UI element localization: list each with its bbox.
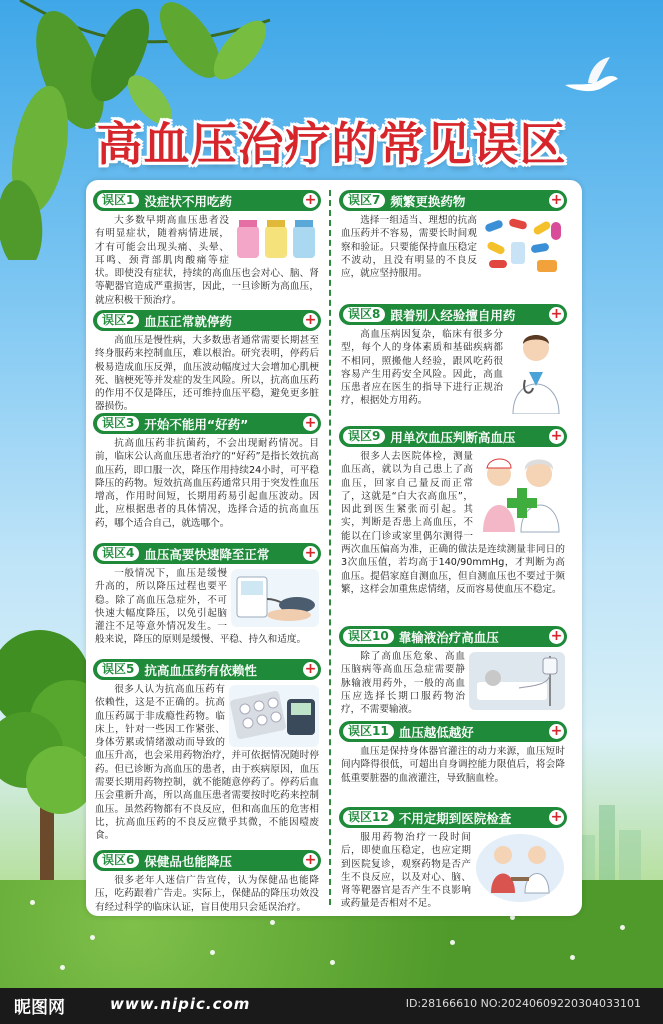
myth-text: 一般情况下，血压是缓慢升高的，所以降压过程也要平稳。除了高血压急症外，不可快速大幅度降压，以免引起脑灌注不足等意外情况发生。一般来说，降压的原则是缓慢、平稳、持久和适度。: [95, 567, 319, 647]
myth-heading: 没症状不用吃药: [144, 193, 232, 209]
plus-icon: +: [304, 192, 317, 208]
myth-card-9: [339, 426, 567, 596]
myth-tag: 误区1: [97, 193, 139, 208]
myth-card-3: [93, 413, 321, 530]
myth-card-10: [339, 626, 567, 716]
plus-icon: +: [550, 306, 563, 322]
doctor-icon: [507, 330, 565, 414]
myth-heading: 频繁更换药物: [390, 193, 466, 209]
myth-tag: 误区2: [97, 313, 139, 328]
doctor-consult-icon: [475, 833, 565, 903]
myth-heading: 靠输液治疗高血压: [398, 629, 499, 645]
myth-card-5: [93, 659, 321, 843]
myth-card-7: [339, 190, 567, 280]
myth-tag: 误区12: [343, 810, 394, 825]
plus-icon: +: [304, 415, 317, 431]
myth-heading: 抗高血压药有依赖性: [144, 662, 257, 678]
myth-tag: 误区7: [343, 193, 385, 208]
plus-icon: +: [550, 628, 563, 644]
myth-tag: 误区10: [343, 629, 394, 644]
myth-text: 高血压是慢性病，大多数患者通常需要长期甚至终身服药来控制血压，难以根治。研究表明，停药后极易造成血压反弹，血压波动幅度过大会增加心肌梗死、脑梗死等并发症的发生风险。所以，抗高血压药的作用不仅是降压，还可维持血压平稳，避免更多脏器损伤。: [95, 335, 319, 413]
myth-heading: 血压正常就停药: [144, 313, 232, 329]
myth-header: [339, 626, 567, 647]
myth-heading: 保健品也能降压: [144, 853, 232, 869]
plus-icon: +: [304, 545, 317, 561]
image-id: ID:28166610 NO:20240609220304033101: [405, 997, 641, 1010]
myth-header: [93, 413, 321, 434]
myth-heading: 开始不能用“好药”: [144, 416, 249, 432]
myth-card-12: [339, 807, 567, 911]
myth-card-6: [93, 850, 321, 914]
plus-icon: +: [550, 809, 563, 825]
blood-pressure-cuff-icon: [231, 569, 319, 627]
myth-text: 抗高血压药非抗菌药，不会出现耐药情况。目前，临床公认高血压患者治疗的“好药”是指长效抗高血压药，即口服一次，降压作用持续24小时，可平稳降压的药物。短效抗高血压药通常只用于突发性血压增高，作用时间短，长期用药易引起血压波动。因此，应根据患者的具体情况，选择合适的抗高血压药，哪个适合自己，就选哪个。: [95, 438, 319, 529]
myth-tag: 误区8: [343, 307, 385, 322]
myth-tag: 误区11: [343, 724, 394, 739]
myth-heading: 用单次血压判断高血压: [390, 429, 516, 445]
myth-text: 大多数早期高血压患者没有明显症状，随着病情进展，才有可能会出现头痛、头晕、耳鸣、颈背部肌肉酸痛等症状。即使没有症状，持续的高血压也会对心、脑、肾等靶器官造成严重损害，因此，一旦诊断为高血压，就应积极干预治疗。: [95, 215, 319, 306]
pill-bottles-icon: [233, 216, 319, 262]
plus-icon: +: [304, 852, 317, 868]
myth-card-4: [93, 543, 321, 647]
myth-tag: 误区6: [97, 853, 139, 868]
plus-icon: +: [550, 723, 563, 739]
myth-header: [93, 190, 321, 211]
myth-header: [339, 304, 567, 325]
nurse-doctor-icon: [477, 452, 565, 538]
dove-icon: [560, 55, 620, 100]
myth-text: 很多人认为抗高血压药有依赖性，这是不正确的。抗高血压药属于非成瘾性药物。临床上，针对一些因工作紧张、身体劳累或情绪激动而导致的血压升高，也会采用药物治疗，并可依据情况随时停药。但已诊断为高血压的患者，由于疾病原因，血压需要长期用药物控制，就不能随意停药了。停药后血压会重新升高，所以高血压患者需要按时吃药来控制血压。虽然药物都有不良反应，但和高血压的危害相比，抗高血压药的不良反应微乎其微，不能因噎废食。: [95, 684, 319, 842]
myth-text: 选择一组适当、理想的抗高血压药并不容易，需要长时间观察和验证。只要能保持血压稳定不波动，且没有明显的不良反应，就应坚持服用。: [341, 214, 565, 280]
plus-icon: +: [304, 661, 317, 677]
plus-icon: +: [550, 192, 563, 208]
myth-tag: 误区4: [97, 546, 139, 561]
myth-heading: 血压越低越好: [398, 724, 474, 740]
myth-header: [93, 543, 321, 564]
plus-icon: +: [550, 428, 563, 444]
myth-card-2: [93, 310, 321, 414]
myth-text: 很多老年人迷信广告宣传，认为保健品也能降压，吃药跟着广告走。实际上，保健品的降压功效没有经过科学的临床认证，盲目使用只会延误治疗。: [95, 875, 319, 913]
myth-heading: 不用定期到医院检查: [398, 810, 512, 826]
myth-header: [93, 850, 321, 871]
myth-tag: 误区3: [97, 416, 139, 431]
iv-patient-icon: [469, 652, 565, 710]
myth-text: 服用药物治疗一段时间后，即使血压稳定，也应定期到医院复诊，观察药物是否产生不良反应，以及对心、脑、肾等靶器官是否产生不良影响或药量是否相对不足。: [341, 831, 565, 911]
myth-heading: 跟着别人经验擅自用药: [390, 307, 516, 323]
myth-header: [339, 721, 567, 742]
myth-header: [339, 426, 567, 447]
pill-blister-icon: [229, 685, 319, 747]
site-url: www.nipic.com: [110, 995, 251, 1013]
myth-tag: 误区9: [343, 429, 385, 444]
myth-header: [93, 310, 321, 331]
myth-card-1: [93, 190, 321, 307]
myth-header: [339, 807, 567, 828]
myth-heading: 血压高要快速降至正常: [144, 546, 270, 562]
myth-header: [93, 659, 321, 680]
site-logo: 昵图网: [14, 998, 65, 1018]
column-divider: [329, 190, 331, 905]
myth-header: [339, 190, 567, 211]
myth-text: 除了高血压危象、高血压脑病等高血压急症需要静脉输液用药外，一般的高血压应选择长期口服药物治疗，不需要输液。: [341, 650, 565, 716]
myth-card-11: [339, 721, 567, 785]
myth-card-8: [339, 304, 567, 416]
pills-icon: [481, 216, 565, 276]
myth-text: 高血压病因复杂，临床有很多分型，每个人的身体素质和基础疾病都不相同，照搬他人经验，跟风吃药很容易产生用药安全风险。因此，高血压患者应在医生的指导下进行正规治疗，根据处方用药。: [341, 328, 565, 408]
plus-icon: +: [304, 312, 317, 328]
page-title: 高血压治疗的常见误区: [96, 117, 567, 171]
myth-tag: 误区5: [97, 662, 139, 677]
myth-text: 很多人去医院体检，测量血压高，就以为自己患上了高血压，回家自己量反而正常了，这就是“白大衣高血压”，因此到医生紧张而引起。其实，判断是否患上高血压，不能以在门诊或家里偶尔测得一两次血压偏高为准，正确的做法是连续测量非同日的3次血压值，若均高于140/90mmHg，才判断为高血压。提倡家庭自测血压，但自测血压也不要过于频繁，这样会加重焦虑情绪，反而容易使血压不稳定。: [341, 451, 565, 595]
myth-text: 血压是保持身体器官灌注的动力来源，血压短时间内降得很低，可超出自身调控能力限值后，将会降低重要脏器的血液灌注，导致脑血栓。: [341, 746, 565, 784]
